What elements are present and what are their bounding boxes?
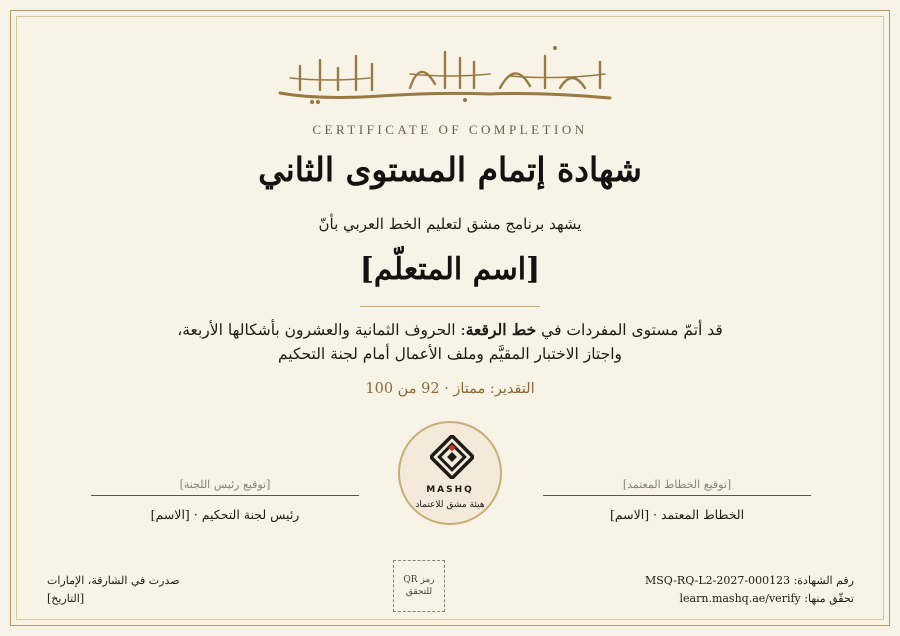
- issue-info: [47, 572, 180, 608]
- basmala-flourish: [260, 38, 640, 108]
- learner-name-block: [0, 252, 900, 287]
- basmala-calligraphy: [0, 38, 900, 116]
- signature-line: [543, 495, 811, 496]
- qr-label-verify: للتحقق: [405, 587, 433, 597]
- body-line-1-prefix: قد أتمّ مستوى المفردات في: [536, 321, 723, 339]
- learner-name: [اسم المتعلّم]: [359, 252, 541, 287]
- signature-caption-chair: رئيس لجنة التحكيم · [الاسم]: [150, 507, 300, 522]
- verification-info: [645, 572, 854, 608]
- name-underline: [360, 306, 540, 307]
- seal-caption: هيئة مشق للاعتماد: [415, 500, 485, 510]
- seal-brand: MASHQ: [426, 485, 474, 495]
- signature-caption-calligrapher: الخطاط المعتمد · [الاسم]: [609, 507, 745, 522]
- signature-placeholder-chair: [توقيع رئيس اللجنة]: [179, 478, 271, 491]
- signature-block-calligrapher: [543, 478, 811, 522]
- certificate-eyebrow: CERTIFICATE OF COMPLETION: [312, 122, 588, 137]
- accreditation-seal: [398, 421, 502, 525]
- qr-code-placeholder[interactable]: [393, 560, 445, 612]
- body-line-2: واجتاز الاختبار المقيَّم وملف الأعمال أمام لجنة التحكيم: [277, 345, 623, 363]
- body-line-1: [0, 320, 900, 339]
- issue-place: صدرت في الشارقة، الإمارات: [47, 574, 180, 587]
- body-line-1-suffix: : الحروف الثمانية والعشرون بأشكالها الأربعة،: [177, 321, 466, 339]
- mashq-logo-icon: [430, 435, 474, 479]
- certificate-title: شهادة إتمام المستوى الثاني: [258, 150, 642, 189]
- issue-date: [التاريخ]: [47, 592, 85, 605]
- signature-line: [91, 495, 359, 496]
- verify-link[interactable]: تحقّق منها: learn.mashq.ae/verify: [679, 592, 854, 605]
- qr-label: رمز QR: [403, 575, 435, 585]
- script-name: خط الرقعة: [465, 320, 537, 339]
- grade-line: التقدير: ممتاز · 92 من 100: [365, 381, 535, 397]
- signature-block-chair: [91, 478, 359, 522]
- signature-placeholder-calligrapher: [توقيع الخطاط المعتمد]: [622, 478, 732, 491]
- certificate-intro: يشهد برنامج مشق لتعليم الخط العربي بأنّ: [318, 215, 582, 233]
- certificate-number: رقم الشهادة: MSQ-RQ-L2-2027-000123: [645, 574, 854, 587]
